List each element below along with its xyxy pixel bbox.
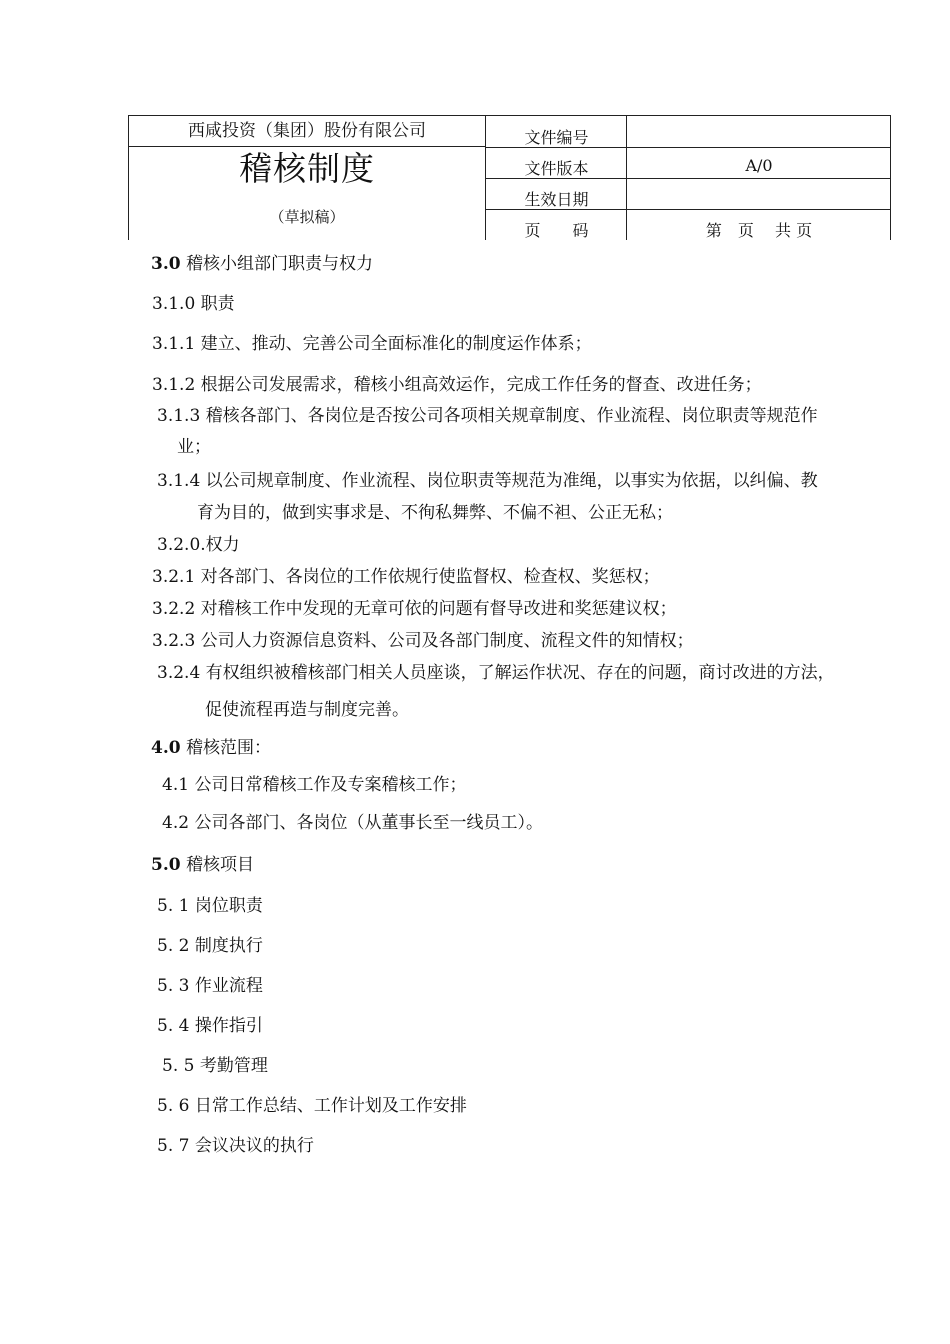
clause-3-1-1: 3.1.1 建立、推动、完善公司全面标准化的制度运作体系； <box>152 334 592 354</box>
clause-4-2: 4.2 公司各部门、各岗位（从董事长至一线员工）。 <box>162 813 543 833</box>
document-title: 稽核制度 <box>239 149 375 188</box>
company-name: 西咸投资（集团）股份有限公司 <box>188 121 426 141</box>
section-3-heading <box>151 253 373 275</box>
section-3-title: 稽核小组部门职责与权力 <box>180 254 373 274</box>
clause-3-2-4-line-1: 3.2.4 有权组织被稽核部门相关人员座谈，了解运作状况、存在的问题，商讨改进的方法， <box>157 663 835 683</box>
section-3-number: 3.0 <box>151 254 181 274</box>
draft-label: （草拟稿） <box>269 208 345 226</box>
section-4-number: 4.0 <box>151 738 181 758</box>
section-5-title: 稽核项目 <box>180 855 254 875</box>
section-4-heading <box>151 737 271 759</box>
clause-3-1-3-line-2: 业； <box>177 437 211 457</box>
clause-4-1: 4.1 公司日常稽核工作及专案稽核工作； <box>162 775 467 795</box>
clause-3-2-4-line-2: 促使流程再造与制度完善。 <box>205 700 409 720</box>
item-5-4: 5. 4 操作指引 <box>157 1016 263 1036</box>
page-number-value: 第 页 共 页 <box>705 221 813 240</box>
page-number-label: 页 码 <box>524 221 589 240</box>
effective-date-label: 生效日期 <box>524 190 589 209</box>
clause-3-2-3: 3.2.3 公司人力资源信息资料、公司及各部门制度、流程文件的知情权； <box>152 631 694 651</box>
section-5-number: 5.0 <box>151 855 181 875</box>
item-5-1: 5. 1 岗位职责 <box>157 896 263 916</box>
clause-3-1-0: 3.1.0 职责 <box>152 294 235 314</box>
clause-3-1-3-line-1: 3.1.3 稽核各部门、各岗位是否按公司各项相关规章制度、作业流程、岗位职责等规范作 <box>157 406 818 426</box>
section-4-title: 稽核范围： <box>180 738 271 758</box>
clause-3-2-0: 3.2.0.权力 <box>157 535 240 555</box>
clause-3-1-2: 3.1.2 根据公司发展需求，稽核小组高效运作，完成工作任务的督查、改进任务； <box>152 375 762 395</box>
file-number-label: 文件编号 <box>524 128 589 147</box>
item-5-3: 5. 3 作业流程 <box>157 976 263 996</box>
clause-3-1-4-line-2: 育为目的，做到实事求是、不徇私舞弊、不偏不袒、公正无私； <box>197 503 673 523</box>
file-version-label: 文件版本 <box>524 159 589 178</box>
clause-3-1-4-line-1: 3.1.4 以公司规章制度、作业流程、岗位职责等规范为准绳，以事实为依据，以纠偏、教 <box>157 471 818 491</box>
section-5-heading <box>151 854 254 876</box>
item-5-2: 5. 2 制度执行 <box>157 936 263 956</box>
item-5-5: 5. 5 考勤管理 <box>162 1056 268 1076</box>
clause-3-2-1: 3.2.1 对各部门、各岗位的工作依规行使监督权、检查权、奖惩权； <box>152 567 660 587</box>
item-5-6: 5. 6 日常工作总结、工作计划及工作安排 <box>157 1096 467 1116</box>
clause-3-2-2: 3.2.2 对稽核工作中发现的无章可依的问题有督导改进和奖惩建议权； <box>152 599 677 619</box>
item-5-7: 5. 7 会议决议的执行 <box>157 1136 314 1156</box>
file-version-value: A/0 <box>745 156 773 175</box>
